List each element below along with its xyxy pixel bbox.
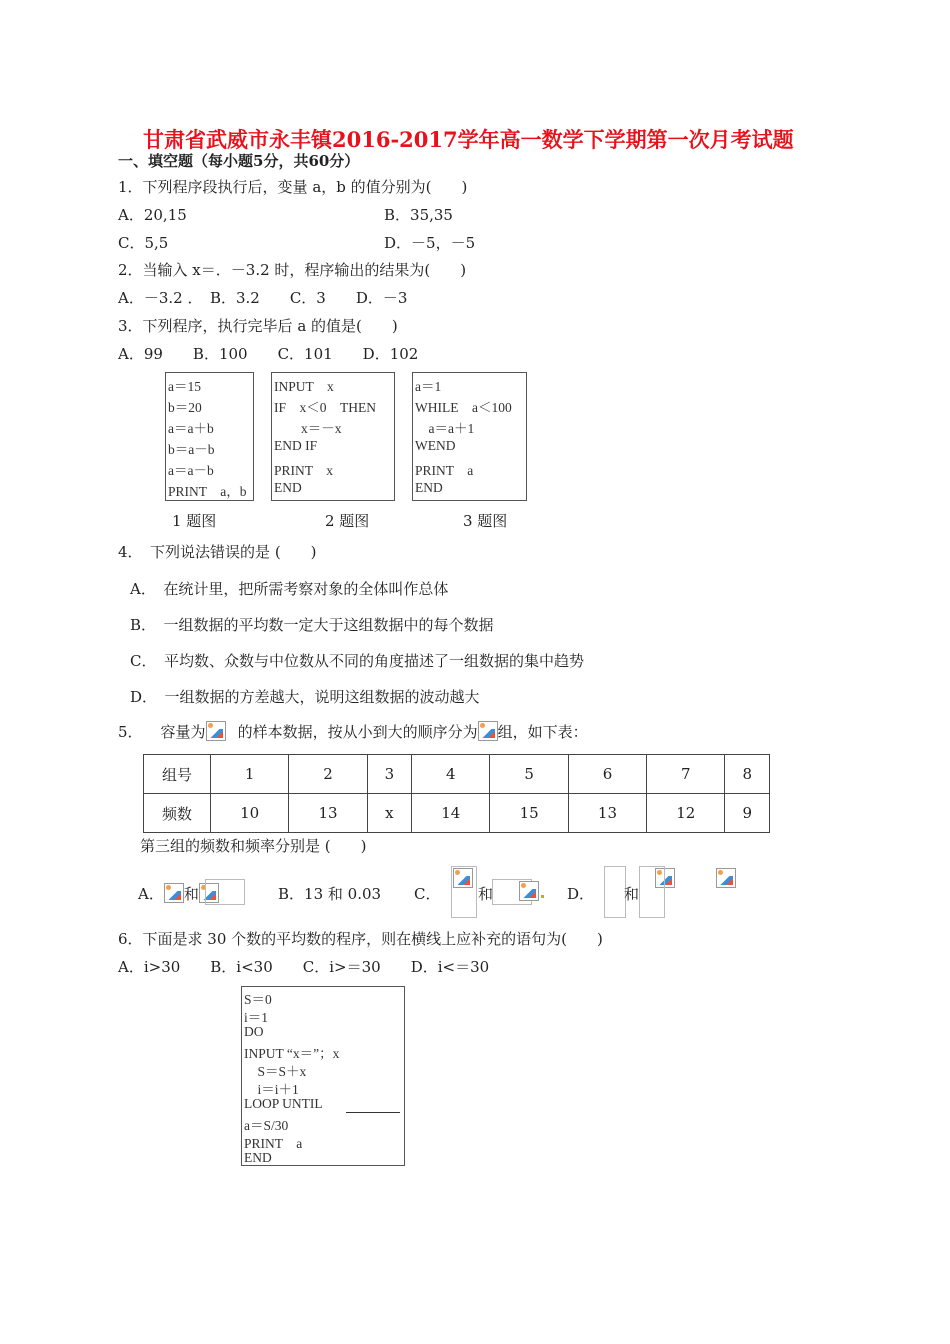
q5-stem <box>118 721 588 742</box>
figure-caption-2: 2 题图 <box>325 512 370 530</box>
table-cell: 15 <box>490 794 568 833</box>
q2-options: A．－3.2 ． B．3.2 C．3 D．－3 <box>118 289 408 307</box>
code-line: i＝1 <box>244 1010 269 1025</box>
code-line: b＝20 <box>168 400 202 415</box>
code-line: S＝S＋x <box>244 1064 307 1079</box>
option-label: C． <box>414 885 441 903</box>
program-box-1 <box>165 372 254 501</box>
table-cell: 5 <box>490 755 568 794</box>
code-line: PRINT a <box>244 1136 303 1151</box>
table-row <box>144 794 770 833</box>
q1-option-a: A．20,15 <box>118 206 187 224</box>
code-line: WEND <box>415 438 456 453</box>
q5-option-b: B．13 和 0.03 <box>278 885 382 903</box>
option-label: D． <box>567 885 595 903</box>
q4-option-b: B． 一组数据的平均数一定大于这组数据中的每个数据 <box>130 616 494 634</box>
code-line: PRINT a <box>415 463 474 478</box>
code-line: INPUT x <box>274 379 334 394</box>
q1-option-b: B．35,35 <box>384 206 453 224</box>
option-label: A． <box>138 885 164 903</box>
q5-number: 5． <box>118 723 143 741</box>
table-cell: 10 <box>211 794 289 833</box>
code-line: IF x＜0 THEN <box>274 400 376 415</box>
table-cell: 3 <box>367 755 411 794</box>
table-cell: 4 <box>412 755 490 794</box>
q6-options: A．i>30 B．i<30 C．i>＝30 D．i<＝30 <box>118 958 490 976</box>
code-line: WHILE a＜100 <box>415 400 512 415</box>
q4-option-a: A． 在统计里，把所需考察对象的全体叫作总体 <box>130 580 449 598</box>
q5-subquestion: 第三组的频数和频率分别是 ( ) <box>140 837 367 855</box>
q5-text-3: 组，如下表： <box>497 723 588 741</box>
code-line: END <box>244 1150 272 1165</box>
image-placeholder-icon <box>453 868 473 888</box>
q4-option-c: C． 平均数、众数与中位数从不同的角度描述了一组数据的集中趋势 <box>130 652 584 670</box>
code-line: LOOP UNTIL <box>244 1096 323 1111</box>
q1-stem: 1．下列程序段执行后，变量 a，b 的值分别为( ) <box>118 178 468 196</box>
image-placeholder-icon <box>206 721 226 741</box>
image-frame <box>604 866 626 918</box>
q5-text-2: 的样本数据，按从小到大的顺序分为 <box>237 723 478 741</box>
code-line: b＝a－b <box>168 442 215 457</box>
code-line: INPUT “x＝”；x <box>244 1046 340 1061</box>
dot-mark <box>541 895 544 898</box>
answer-blank <box>346 1112 400 1113</box>
code-line: a＝a＋b <box>168 421 214 436</box>
table-cell: 组号 <box>144 755 211 794</box>
table-cell: 14 <box>412 794 490 833</box>
image-placeholder-icon <box>519 881 539 901</box>
image-placeholder-icon <box>478 721 498 741</box>
table-cell: 9 <box>725 794 770 833</box>
code-line: i＝i＋1 <box>244 1082 299 1097</box>
section-heading: 一、填空题（每小题5分，共60分） <box>118 152 360 170</box>
figure-caption-1: 1 题图 <box>172 512 217 530</box>
table-cell: 7 <box>647 755 725 794</box>
code-line: PRINT a，b <box>168 484 247 499</box>
code-line: END <box>415 480 443 495</box>
code-line: S＝0 <box>244 992 272 1007</box>
q1-option-d: D．－5，－5 <box>384 234 476 252</box>
figure-caption-3: 3 题图 <box>463 512 508 530</box>
option-and: 和 <box>624 885 640 903</box>
option-and: 和 <box>183 885 199 903</box>
code-line: END <box>274 480 302 495</box>
program-box-2 <box>271 372 395 501</box>
code-line: DO <box>244 1024 264 1039</box>
table-cell: 6 <box>568 755 646 794</box>
table-row <box>144 755 770 794</box>
image-frame <box>639 866 665 918</box>
image-frame <box>205 879 245 905</box>
table-cell: 1 <box>211 755 289 794</box>
q6-stem: 6．下面是求 30 个数的平均数的程序，则在横线上应补充的语句为( ) <box>118 930 603 948</box>
program-box-6 <box>241 986 405 1166</box>
code-line: a＝S/30 <box>244 1118 289 1133</box>
code-line: a＝a＋1 <box>415 421 475 436</box>
table-cell: 8 <box>725 755 770 794</box>
q1-option-c: C．5,5 <box>118 234 169 252</box>
code-line: x＝－x <box>274 421 342 436</box>
table-cell: 13 <box>568 794 646 833</box>
q4-option-d: D． 一组数据的方差越大，说明这组数据的波动越大 <box>130 688 480 706</box>
q3-stem: 3．下列程序，执行完毕后 a 的值是( ) <box>118 317 398 335</box>
table-cell: 2 <box>289 755 367 794</box>
program-box-3 <box>412 372 527 501</box>
option-and: 和 <box>478 885 494 903</box>
q4-stem: 4． 下列说法错误的是 ( ) <box>118 543 317 561</box>
q5-option-d <box>567 883 594 904</box>
code-line: END IF <box>274 438 318 453</box>
code-line: a＝a－b <box>168 463 214 478</box>
q3-options: A．99 B．100 C．101 D．102 <box>118 345 419 363</box>
q5-text-1: 容量为 <box>160 723 206 741</box>
table-cell: 频数 <box>144 794 211 833</box>
image-placeholder-icon <box>164 883 184 903</box>
table-cell: 13 <box>289 794 367 833</box>
table-cell: x <box>367 794 411 833</box>
table-cell: 12 <box>647 794 725 833</box>
frequency-table <box>143 754 770 833</box>
q5-option-c <box>414 883 440 904</box>
image-placeholder-icon <box>716 868 736 888</box>
code-line: a＝15 <box>168 379 201 394</box>
q2-stem: 2．当输入 x＝．－3.2 时，程序输出的结果为( ) <box>118 261 467 279</box>
page-title: 甘肃省武威市永丰镇2016-2017学年高一数学下学期第一次月考试题 <box>143 127 794 152</box>
code-line: a＝1 <box>415 379 442 394</box>
code-line: PRINT x <box>274 463 334 478</box>
